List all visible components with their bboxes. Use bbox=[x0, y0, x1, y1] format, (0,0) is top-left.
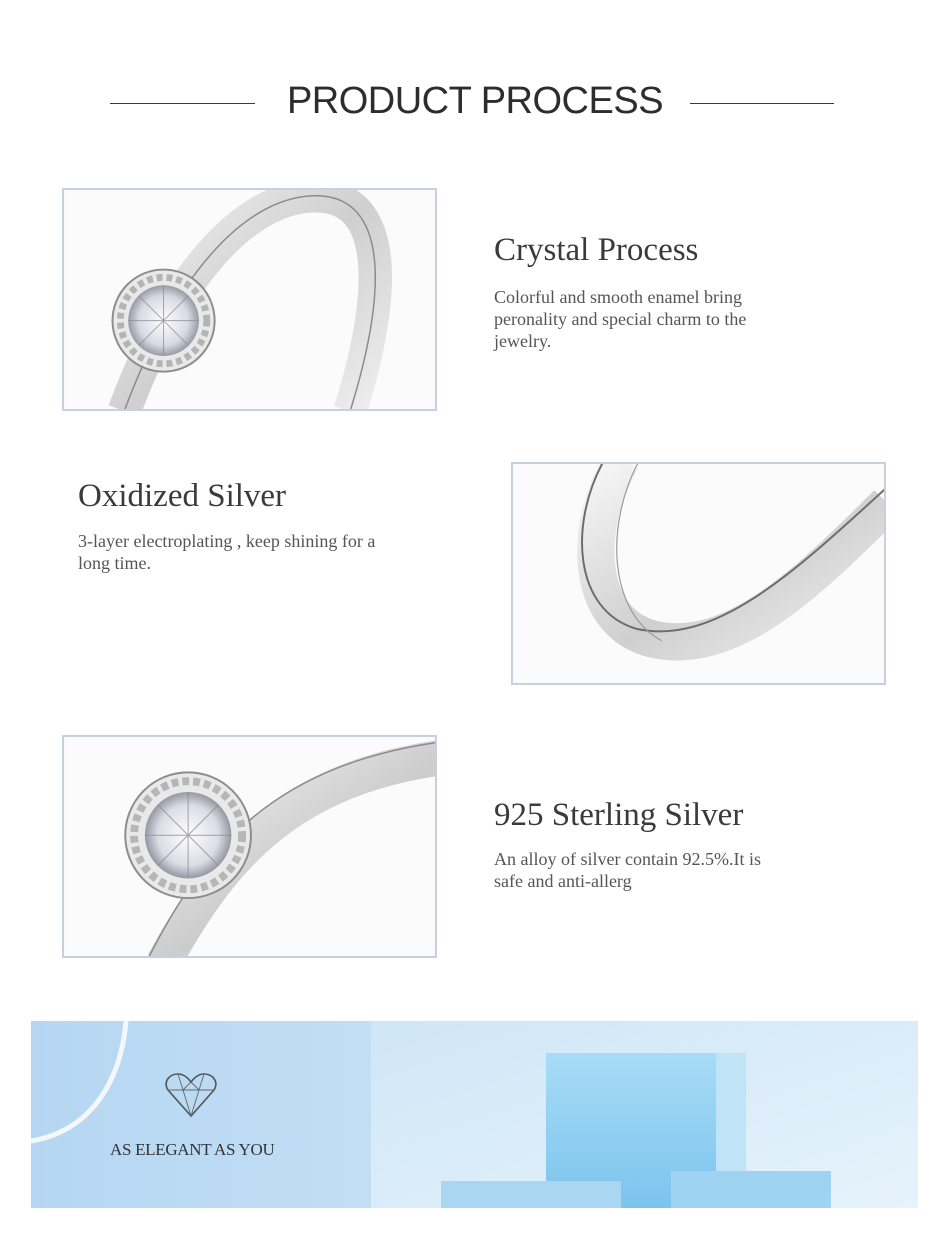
section-desc-oxidized-silver: 3-layer electroplating , keep shining for a long time. bbox=[78, 531, 376, 573]
silver-band-icon bbox=[513, 464, 884, 683]
section-heading-crystal-process: Crystal Process bbox=[494, 232, 699, 268]
heart-diamond-icon bbox=[165, 1072, 217, 1118]
sterling-silver-photo bbox=[62, 735, 437, 958]
page-title: PRODUCT PROCESS bbox=[286, 80, 664, 122]
section-heading-sterling-silver: 925 Sterling Silver bbox=[494, 797, 744, 833]
crystal-process-photo bbox=[62, 188, 437, 411]
section-desc-crystal-process: Colorful and smooth enamel bring peronality and special charm to the jewelry. bbox=[494, 287, 747, 351]
ring-with-crystal-icon bbox=[64, 737, 435, 956]
oxidized-silver-photo bbox=[511, 462, 886, 685]
ring-with-crystal-icon bbox=[64, 190, 435, 409]
section-heading-oxidized-silver: Oxidized Silver bbox=[78, 478, 287, 514]
section-desc-sterling-silver: An alloy of silver contain 92.5%.It is safe and anti-allerg bbox=[494, 849, 761, 891]
banner-slogan: AS ELEGANT AS YOU bbox=[110, 1140, 275, 1159]
